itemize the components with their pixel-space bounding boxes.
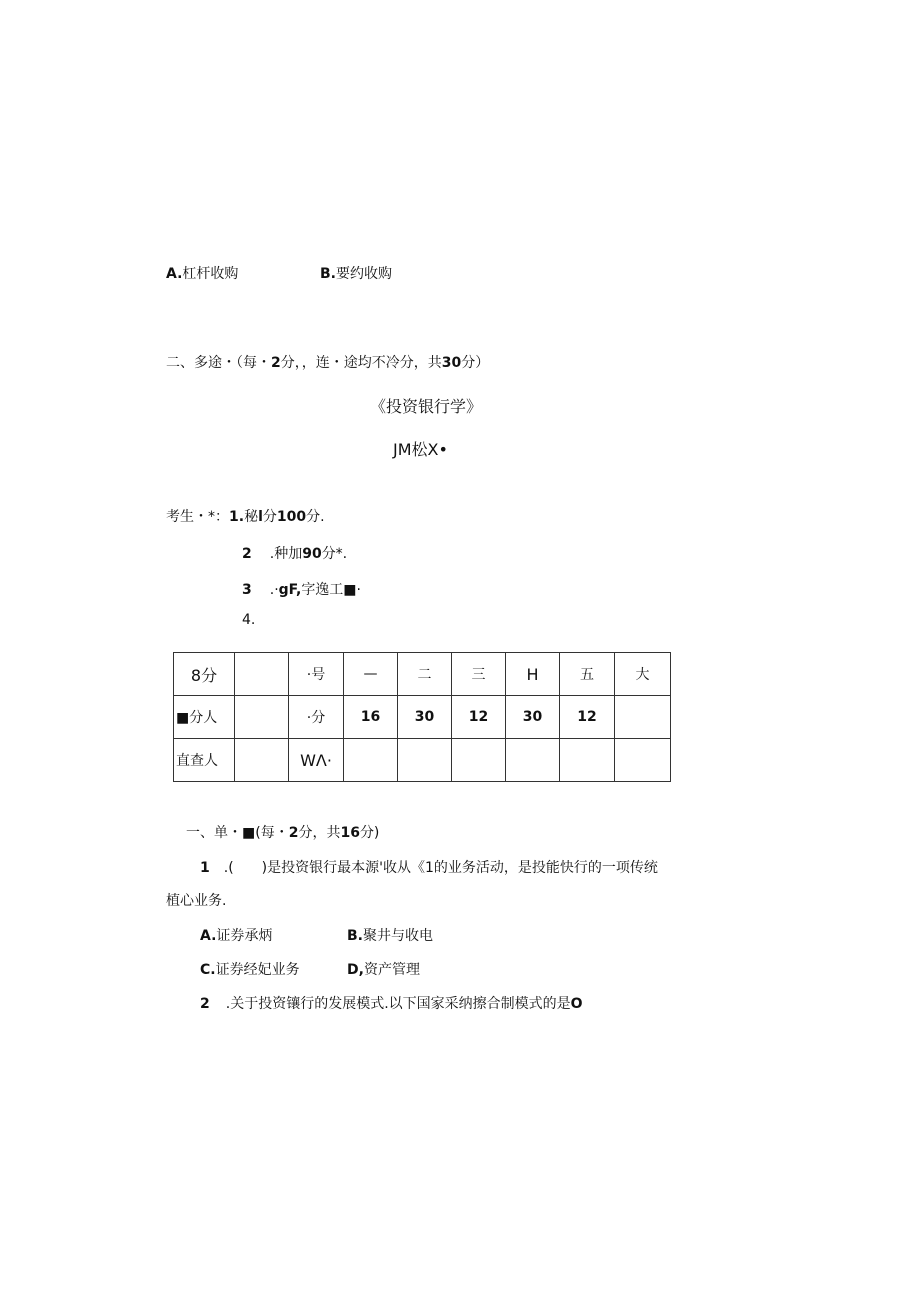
table-cell: ■分人 [174,696,235,739]
table-cell: 12 [560,696,615,739]
option-a-leveraged-buyout [166,263,238,283]
option-text: 要约收购 [336,266,392,282]
note-number: 100 [276,509,307,525]
table-cell: 16 [344,696,398,739]
note-text: l [258,509,263,525]
header-text: 分，，连・途均不冷分，共 [280,355,442,371]
question-1 [200,857,658,877]
table-cell: ·号 [289,653,344,696]
option-text: 证券经妃业务 [215,962,300,978]
table-cell [615,696,671,739]
table-row [174,739,671,782]
note-line-1 [166,506,325,526]
table-cell: WΛ· [289,739,344,782]
table-cell: 直查人 [174,739,235,782]
option-letter: A. [166,266,183,282]
question-2 [200,993,583,1013]
table-cell: 大 [615,653,671,696]
table-cell: — [344,653,398,696]
table-row [174,696,671,739]
table-cell [560,739,615,782]
answer-blank: O [570,996,583,1012]
header-number: 16 [340,825,360,841]
q1-option-c [200,959,300,979]
option-text: 资产管理 [363,962,420,978]
document-title: 《投资银行学》 [370,397,483,416]
option-letter: B. [320,266,336,282]
note-line-2 [242,543,347,563]
question-text: .( )是投资银行最本源'收从《1的业务活动，是投能快行的一项传统 [223,860,658,876]
note-line-3 [242,579,361,599]
option-letter: D, [347,962,364,978]
header-number: 2 [271,355,281,371]
table-cell: 二 [398,653,452,696]
notes-label: 考生・*： [166,509,229,525]
header-text: 分） [461,355,490,371]
table-cell: ·分 [289,696,344,739]
option-text: 杠杆收购 [182,266,239,282]
table-cell [615,739,671,782]
header-text: 一、单・■(每・ [186,825,289,841]
note-text: .种加 [269,546,303,562]
question-number: 1 [200,860,210,876]
note-text: 分 [262,509,277,525]
q1-option-d [347,959,420,979]
document-subtitle: JM松X• [393,440,448,459]
table-row [174,653,671,696]
note-number: 2 [242,546,252,562]
note-number: 1. [229,509,245,525]
note-text: 字逸工■· [301,582,361,598]
table-cell [235,696,289,739]
table-cell: 30 [506,696,560,739]
table-cell [398,739,452,782]
table-cell: 五 [560,653,615,696]
table-cell: 8分 [174,653,235,696]
table-cell [344,739,398,782]
header-number: 2 [288,825,299,841]
question-text: .关于投资镶行的发展模式.以下国家采纳擦合制模式的是 [225,996,571,1012]
q1-option-a [200,925,272,945]
header-text: 分，共 [298,825,341,841]
section1-header [186,822,379,842]
question-1-continuation: 植心业务. [166,893,227,909]
option-letter: A. [200,928,217,944]
note-text: gF, [278,582,302,598]
option-b-tender-offer [320,263,392,283]
note-text: 秘 [244,509,259,525]
score-table [173,652,671,782]
table-cell: 三 [452,653,506,696]
note-number: 3 [242,582,252,598]
header-number: 30 [441,355,462,371]
table-cell [235,653,289,696]
table-cell [506,739,560,782]
note-text: 分*. [321,546,348,562]
q1-option-b [347,925,433,945]
option-text: 聚井与收电 [363,928,433,944]
option-text: 证券承炳 [216,928,273,944]
note-number: 90 [302,546,322,562]
option-letter: B. [347,928,363,944]
table-cell: 12 [452,696,506,739]
section2-header [166,352,489,372]
question-number: 2 [200,996,210,1012]
note-text: .· [269,582,279,598]
note-text: 分. [306,509,325,525]
option-letter: C. [200,962,216,978]
table-cell [452,739,506,782]
note-line-4: 4. [242,612,256,628]
table-cell: 30 [398,696,452,739]
header-text: 二、多途・（每・ [166,355,271,371]
table-cell: H [506,653,560,696]
header-text: 分) [359,825,380,841]
table-cell [235,739,289,782]
